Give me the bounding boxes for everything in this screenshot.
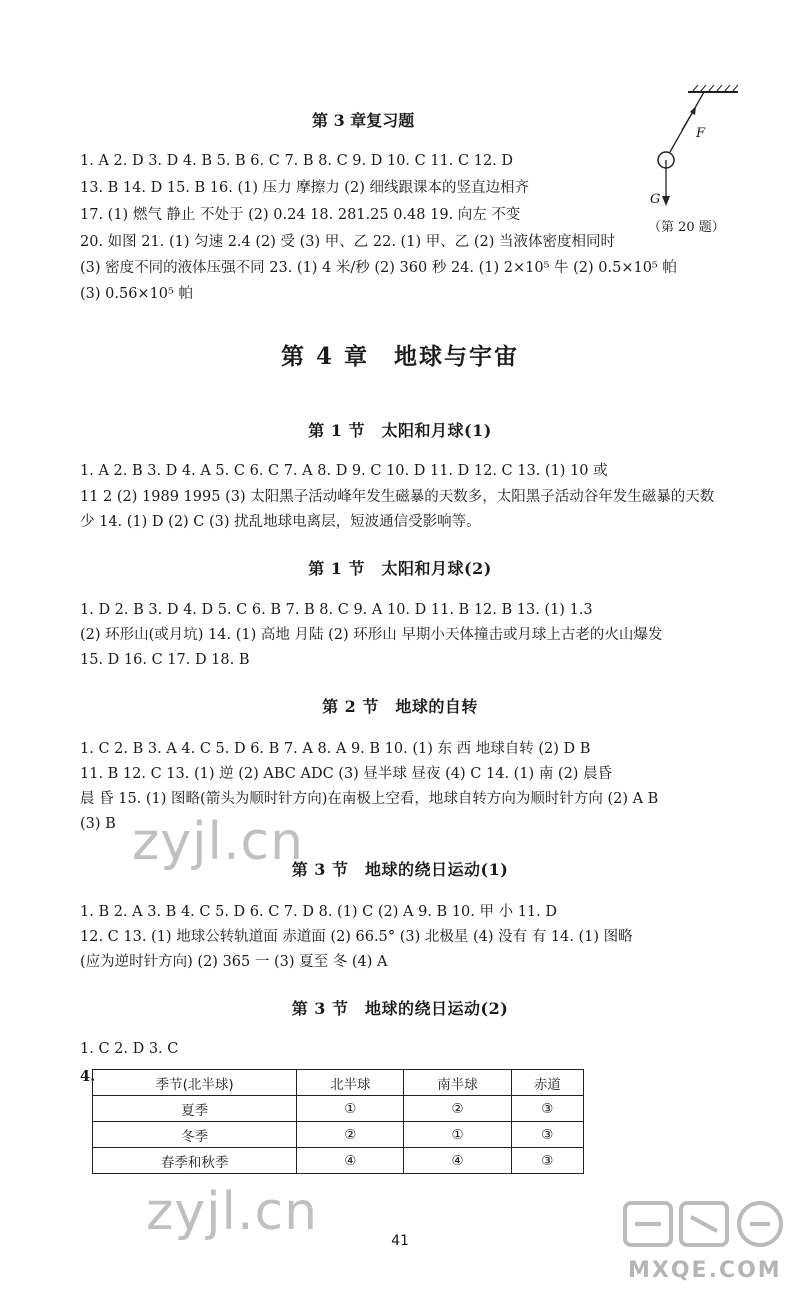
figure-caption: （第 20 题）	[648, 220, 725, 235]
season-table	[92, 1069, 584, 1174]
section-line: 1. B 2. A 3. B 4. C 5. D 6. C 7. D 8. (1) C (2) A 9. B 10. 甲 小 11. D	[80, 904, 558, 920]
review-line: (3) 密度不同的液体压强不同 23. (1) 4 米/秒 (2) 360 秒 24. (1) 2×10⁵ 牛 (2) 0.5×10⁵ 帕	[80, 260, 677, 276]
table-header-row	[93, 1070, 584, 1096]
table-cell: ③	[511, 1148, 583, 1174]
table-cell: ②	[404, 1096, 511, 1122]
table-cell: ④	[297, 1148, 404, 1174]
table-cell: ③	[511, 1096, 583, 1122]
table-header: 季节(北半球)	[93, 1070, 297, 1096]
force-label-f: F	[696, 126, 706, 141]
section-line: (2) 环形山(或月坑) 14. (1) 高地 月陆 (2) 环形山 早期小天体撞击或月球上古老的火山爆发	[80, 627, 663, 643]
force-label-g: G	[650, 192, 661, 207]
table-header: 南半球	[404, 1070, 511, 1096]
section-line: 12. C 13. (1) 地球公转轨道面 赤道面 (2) 66.5° (3) 北极星 (4) 没有 有 14. (1) 图略	[80, 929, 633, 945]
review-line: 13. B 14. D 15. B 16. (1) 压力 摩擦力 (2) 细线跟课本的竖直边相齐	[80, 180, 529, 196]
brand-text: MXQE.COM	[628, 1258, 782, 1283]
section-line: 1. A 2. B 3. D 4. A 5. C 6. C 7. A 8. D 9. C 10. D 11. D 12. C 13. (1) 10 或	[80, 463, 608, 479]
table-row	[93, 1096, 584, 1122]
review-line: 1. A 2. D 3. D 4. B 5. B 6. C 7. B 8. C 9. D 10. C 11. C 12. D	[80, 153, 514, 169]
table-row	[93, 1148, 584, 1174]
review-line: (3) 0.56×10⁵ 帕	[80, 286, 193, 302]
chapter-title: 第 4 章 地球与宇宙	[280, 343, 520, 370]
table-cell: ①	[404, 1122, 511, 1148]
section-line: (应为逆时针方向) (2) 365 一 (3) 夏至 冬 (4) A	[80, 954, 388, 970]
section-title: 第 3 节 地球的绕日运动(2)	[291, 999, 509, 1018]
section-line: 晨 昏 15. (1) 图略(箭头为顺时针方向)在南极上空看，地球自转方向为顺时针方向 (2) A B	[80, 791, 659, 807]
review-line: 17. (1) 燃气 静止 不处于 (2) 0.24 18. 281.25 0.48 19. 向左 不变	[80, 207, 521, 223]
section-line: 1. C 2. B 3. A 4. C 5. D 6. B 7. A 8. A 9. B 10. (1) 东 西 地球自转 (2) D B	[80, 741, 591, 757]
table-cell: 冬季	[93, 1122, 297, 1148]
review-line: 20. 如图 21. (1) 匀速 2.4 (2) 受 (3) 甲、乙 22. (1) 甲、乙 (2) 当液体密度相同时	[80, 234, 615, 250]
table-cell: ③	[511, 1122, 583, 1148]
section-title: 第 1 节 太阳和月球(2)	[308, 559, 492, 578]
section-line: 11 2 (2) 1989 1995 (3) 太阳黑子活动峰年发生磁暴的天数多，太阳黑子活动谷年发生磁暴的天数	[80, 489, 715, 505]
page-number: 41	[391, 1233, 409, 1249]
table-header: 赤道	[511, 1070, 583, 1096]
section-title: 第 1 节 太阳和月球(1)	[308, 421, 492, 440]
table-cell: 夏季	[93, 1096, 297, 1122]
review-title: 第 3 章复习题	[312, 111, 415, 130]
watermark: zyjl.cn	[132, 812, 305, 872]
section-title: 第 2 节 地球的自转	[322, 697, 478, 716]
section-title: 第 3 节 地球的绕日运动(1)	[291, 860, 509, 879]
section-line: (3) B	[80, 816, 116, 832]
table-cell: ④	[404, 1148, 511, 1174]
section-line: 11. B 12. C 13. (1) 逆 (2) ABC ADC (3) 昼半球 昼夜 (4) C 14. (1) 南 (2) 晨昏	[80, 766, 613, 782]
section-line: 少 14. (1) D (2) C (3) 扰乱地球电离层，短波通信受影响等。	[80, 514, 481, 530]
watermark: zyjl.cn	[146, 1182, 319, 1242]
section-line: 1. C 2. D 3. C	[80, 1041, 179, 1057]
table-cell: 春季和秋季	[93, 1148, 297, 1174]
table-row	[93, 1122, 584, 1148]
table-cell: ②	[297, 1122, 404, 1148]
table-header: 北半球	[297, 1070, 404, 1096]
table-cell: ①	[297, 1096, 404, 1122]
section-line: 1. D 2. B 3. D 4. D 5. C 6. B 7. B 8. C 9. A 10. D 11. B 12. B 13. (1) 1.3	[80, 602, 593, 618]
section-line: 15. D 16. C 17. D 18. B	[80, 652, 250, 668]
question-4-label: 4.	[80, 1068, 96, 1085]
